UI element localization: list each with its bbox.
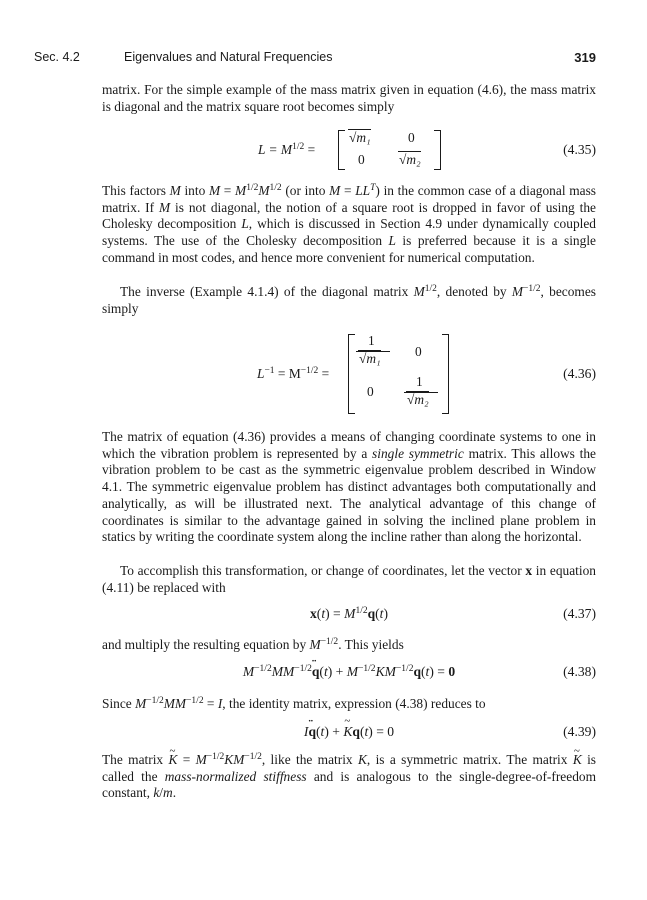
equation-4-39: I¨ q(t) + ~ Kq(t) = 0 (4.39) — [102, 724, 596, 744]
running-header — [34, 50, 602, 68]
eq436-den-b: √m₂ — [407, 392, 429, 407]
eq436-lhs: L — [257, 366, 265, 381]
paragraph-1: matrix. For the simple example of the mass matrix given in equation (4.6), the mass matrix is diagonal and the matrix square root becomes simply — [102, 82, 596, 114]
paragraph-4: The matrix of equation (4.36) provides a means of changing coordinate systems to one in which the vibration problem is represented by a single symmetric matrix. This allows the vibration problem to be cast as the symmetric eigenvalue problem described in Window 4.1. The symmetric eigenvalue problem has distinct advantages both computationally and analytically, as will be illustrated next. The analytical advantage of this change of coordinates is similar to the advantage gained in solving the inclined plane problem in statics by writing the coordinate system along the incline rather than along the horizontal. — [102, 429, 596, 545]
paragraph-5: To accomplish this transformation, or change of coordinates, let the vector x in equation (4.11) be replaced with — [102, 563, 596, 595]
paragraph-7: Since $M^{-1/2}MM^{-1/2} = I$, the identity matrix, expression (4.38) reduces to — [102, 696, 486, 711]
right-bracket — [442, 334, 449, 414]
equation-4-38: $M^{-1/2}MM^{-1/2}¨$ $q(t) + M^{-1/2}KM^{-1/2}q(t) = 0$ (4.38) — [102, 664, 596, 684]
paragraph-3: The inverse (Example 4.1.4) of the diagonal matrix $M^{1/2}$, denoted by $M^{-1/2}$, becomes simply — [102, 284, 597, 316]
equation-number: (4.37) — [563, 606, 596, 621]
eq436-one-a: 1 — [368, 333, 375, 348]
equation-4-35 — [102, 128, 596, 172]
eq435-lhs: L = M — [258, 142, 293, 157]
eq435-m21: 0 — [358, 152, 365, 167]
equation-number: (4.35) — [563, 142, 596, 157]
equation-4-36 — [102, 332, 596, 414]
eq435-m22: √m₂ — [399, 152, 421, 167]
equation-number: (4.36) — [563, 366, 596, 381]
eq435-equals: = — [307, 142, 316, 157]
paragraph-6: and multiply the resulting equation by $M^{-1/2}$. This yields — [102, 637, 404, 652]
eq436-den-a: √m₁ — [359, 351, 381, 366]
eq436-equals: = — [321, 366, 330, 381]
equation-4-37: $x(t) = M^{1/2}q(t)$ (4.37) — [310, 606, 596, 621]
eq436-mid: = M — [277, 366, 301, 381]
right-bracket — [434, 130, 441, 170]
left-bracket — [338, 130, 345, 170]
equation-number: (4.39) — [563, 724, 596, 739]
eq436-one-b: 1 — [416, 374, 423, 389]
left-bracket — [348, 334, 355, 414]
eq435-exp: 1/2 — [292, 142, 305, 152]
eq436-zero-b: 0 — [367, 384, 374, 399]
chapter-title: Eigenvalues and Natural Frequencies — [124, 50, 333, 64]
paragraph-8: The matrix ~ $K = M^{-1/2}KM^{-1/2}$, like the matrix K, is a symmetric matrix. The matrix ~ K is called the mass-normalized stiffness and is analogous to the single-degree-of-freedom constant, k/m. — [102, 752, 596, 802]
equation-number: (4.38) — [563, 664, 596, 679]
eq435-m12: 0 — [408, 130, 415, 145]
eq436-zero-a: 0 — [415, 344, 422, 359]
eq435-m11: √m₁ — [349, 130, 371, 145]
eq436-mid-exp: −1/2 — [300, 366, 319, 376]
eq436-lhs-exp: −1 — [264, 366, 275, 376]
page-number: 319 — [574, 50, 596, 65]
paragraph-2: This factors M into $M = M^{1/2}M^{1/2}$ (or into $M = LL^T$) in the common case of a diagonal mass matrix. If M is not diagonal, the notion of a square root is dropped in favor of using the Cholesky decomposition L, which is discussed in Section 4.9 under dynamically coupled systems. The use of the Cholesky decomposition L is preferred because it is a single command in most codes, and hence more convenient for numerical computation. — [102, 183, 597, 265]
section-label: Sec. 4.2 — [34, 50, 80, 64]
